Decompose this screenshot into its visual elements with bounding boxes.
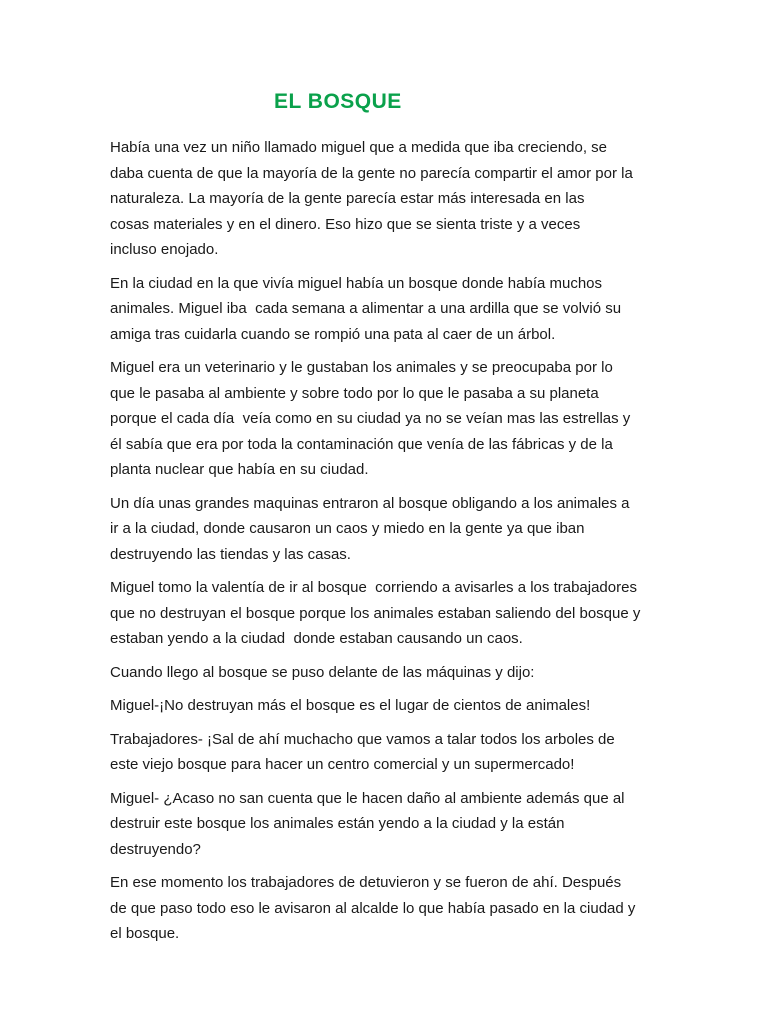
paragraph bbox=[110, 660, 670, 686]
text-line: Miguel- ¿Acaso no san cuenta que le hacen daño al ambiente además que al bbox=[110, 789, 625, 807]
paragraph bbox=[110, 786, 670, 863]
text-line: estaban yendo a la ciudad donde estaban causando un caos. bbox=[110, 630, 523, 647]
text-line: destruyendo las tiendas y las casas. bbox=[110, 545, 351, 563]
paragraph bbox=[110, 271, 670, 348]
text-line: destruyendo? bbox=[110, 840, 201, 858]
text-line: el bosque. bbox=[110, 925, 180, 942]
text-line: él sabía que era por toda la contaminación que venía de las fábricas y de la bbox=[110, 435, 613, 453]
text-line: Había una vez un niño llamado miguel que a medida que iba creciendo, se bbox=[110, 139, 607, 156]
text-line: daba cuenta de que la mayoría de la gente no parecía compartir el amor por la bbox=[110, 164, 633, 182]
text-line: Un día unas grandes maquinas entraron al bosque obligando a los animales a bbox=[110, 494, 630, 512]
paragraph bbox=[110, 870, 670, 947]
text-line: amiga tras cuidarla cuando se rompió una pata al caer de un árbol. bbox=[110, 325, 556, 343]
document-body bbox=[110, 135, 670, 955]
paragraph bbox=[110, 135, 670, 263]
text-line: porque el cada día veía como en su ciudad ya no se veían mas las estrellas y bbox=[110, 410, 631, 427]
paragraph bbox=[110, 355, 670, 483]
text-line: naturaleza. La mayoría de la gente parecía estar más interesada en las bbox=[110, 190, 585, 207]
text-line: de que paso todo eso le avisaron al alcalde lo que había pasado en la ciudad y bbox=[110, 899, 636, 917]
text-line: que no destruyan el bosque porque los animales estaban saliendo del bosque y bbox=[110, 604, 641, 622]
text-line: destruir este bosque los animales están yendo a la ciudad y la están bbox=[110, 815, 565, 832]
text-line: Trabajadores- ¡Sal de ahí muchacho que vamos a talar todos los arboles de bbox=[110, 730, 615, 748]
text-line: Miguel tomo la valentía de ir al bosque corriendo a avisarles a los trabajadores bbox=[110, 579, 637, 596]
text-line: incluso enojado. bbox=[110, 241, 219, 258]
text-line: En ese momento los trabajadores de detuvieron y se fueron de ahí. Después bbox=[110, 874, 622, 891]
text-line: que le pasaba al ambiente y sobre todo por lo que le pasaba a su planeta bbox=[110, 384, 599, 402]
text-line: Cuando llego al bosque se puso delante de las máquinas y dijo: bbox=[110, 663, 535, 681]
text-line: Miguel-¡No destruyan más el bosque es el lugar de cientos de animales! bbox=[110, 697, 591, 714]
text-line: animales. Miguel iba cada semana a alimentar a una ardilla que se volvió su bbox=[110, 300, 622, 317]
paragraph bbox=[110, 727, 670, 778]
text-line: cosas materiales y en el dinero. Eso hizo que se sienta triste y a veces bbox=[110, 215, 581, 233]
paragraph bbox=[110, 575, 670, 652]
text-line: ir a la ciudad, donde causaron un caos y miedo en la gente ya que iban bbox=[110, 520, 585, 537]
text-line: Miguel era un veterinario y le gustaban los animales y se preocupaba por lo bbox=[110, 359, 613, 376]
text-line: este viejo bosque para hacer un centro comercial y un supermercado! bbox=[110, 756, 575, 773]
text-line: planta nuclear que había en su ciudad. bbox=[110, 461, 369, 478]
document-title: EL BOSQUE bbox=[274, 90, 402, 113]
paragraph bbox=[110, 693, 670, 719]
paragraph bbox=[110, 491, 670, 568]
text-line: En la ciudad en la que vivía miguel había un bosque donde había muchos bbox=[110, 274, 603, 292]
